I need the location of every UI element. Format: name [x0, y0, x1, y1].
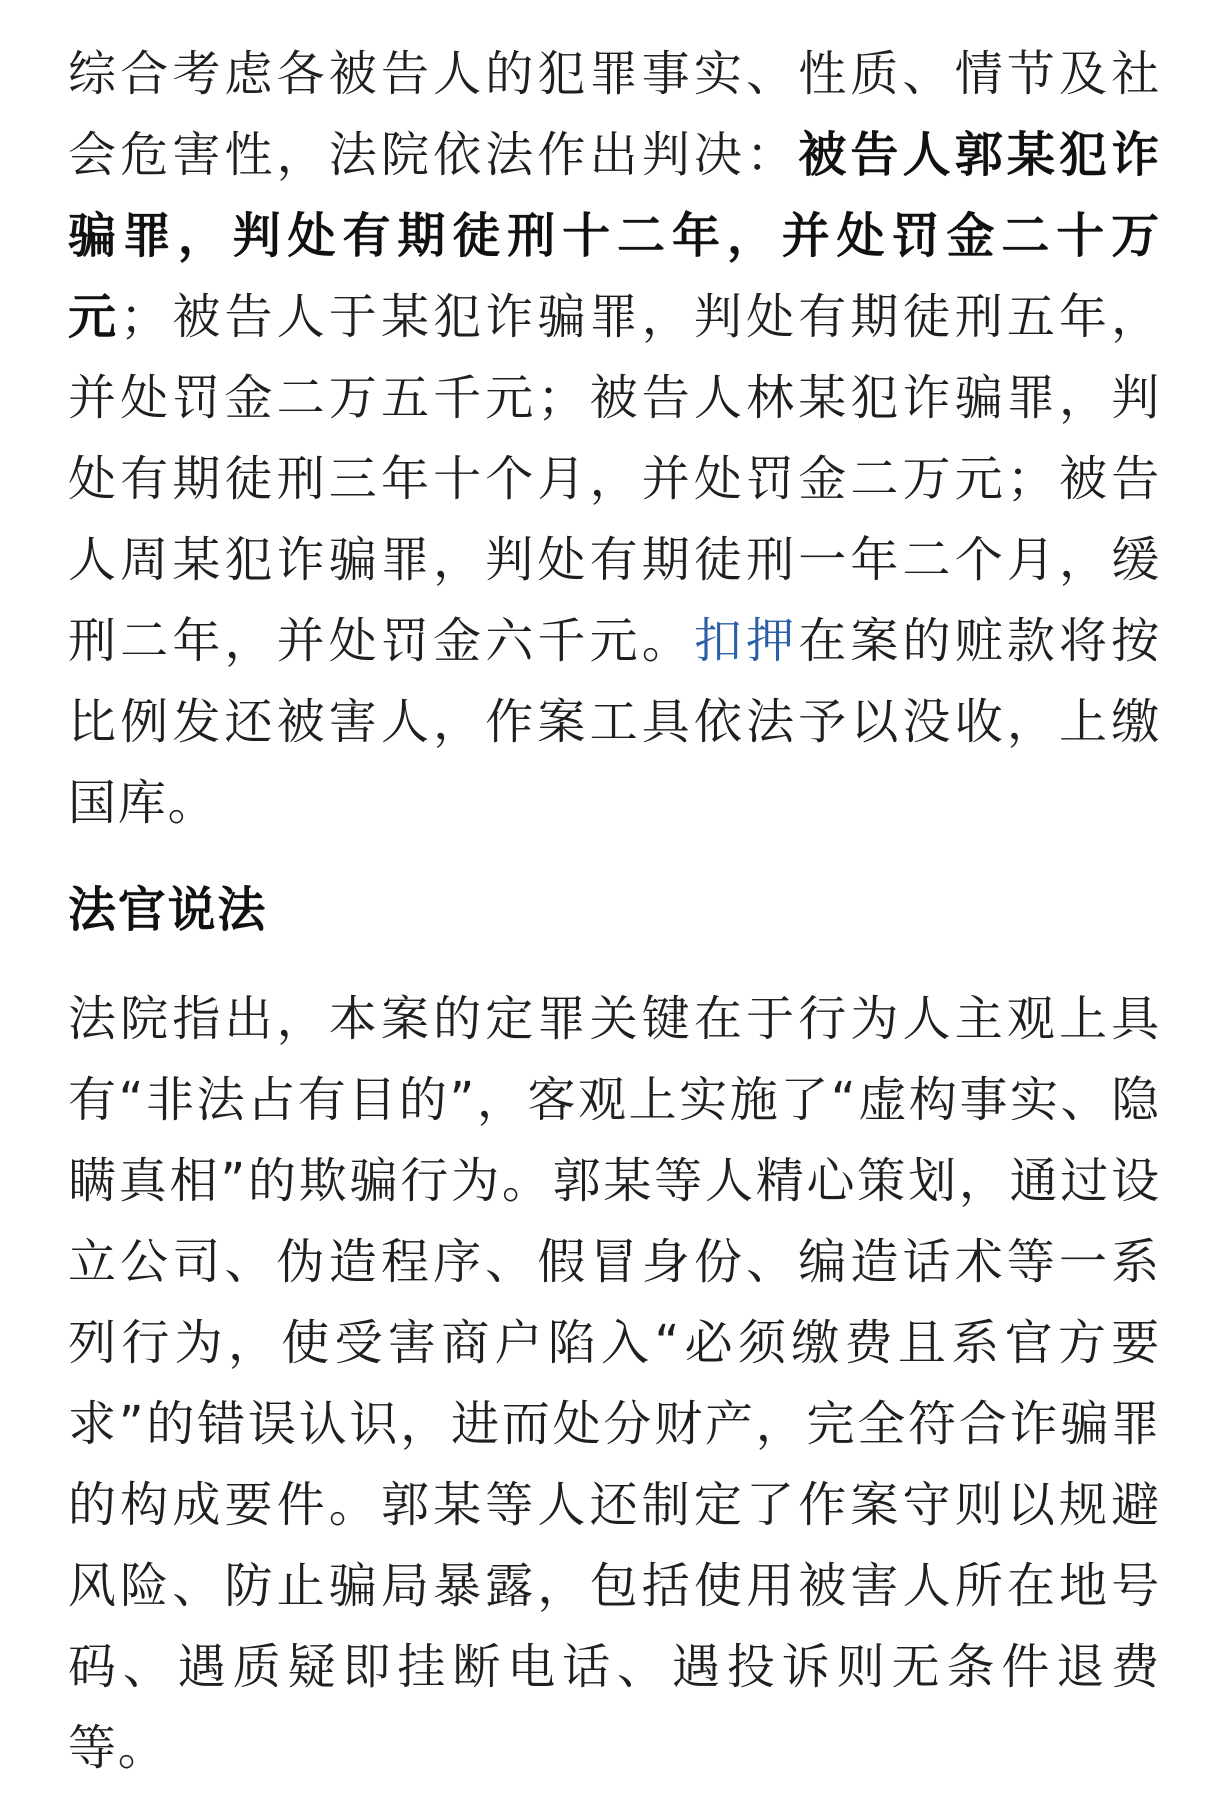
judgment-closing-text: 在案的赃款将按比例发还被害人，作案工具依法予以没收，上缴国库。: [68, 613, 1161, 831]
judgment-paragraph: [68, 34, 1161, 844]
section-title: 法官说法: [68, 882, 268, 938]
judgment-sentences-text: ；被告人于某犯诈骗罪，判处有期徒刑五年，并处罚金二万五千元；被告人林某犯诈骗罪，判处有期徒刑三年十个月，并处罚金二万元；被告人周某犯诈骗罪，判处有期徒刑一年二个月，缓刑二年，并处罚金六千元。: [68, 289, 1161, 669]
judgment-intro-text: 综合考虑各被告人的犯罪事实、性质、情节及社会危害性，法院依法作出判决：: [68, 46, 1161, 183]
judge-commentary-paragraph: 法院指出，本案的定罪关键在于行为人主观上具有“非法占有目的”，客观上实施了“虚构事实、隐瞒真相”的欺骗行为。郭某等人精心策划，通过设立公司、伪造程序、假冒身份、编造话术等一系列行为，使受害商户陷入“必须缴费且系官方要求”的错误认识，进而处分财产，完全符合诈骗罪的构成要件。郭某等人还制定了作案守则以规避风险、防止骗局暴露，包括使用被害人所在地号码、遇质疑即挂断电话、遇投诉则无条件退费等。: [68, 991, 1161, 1776]
judgment-bold-text: 被告人郭某犯诈骗罪，判处有期徒刑十二年，并处罚金二十万元: [68, 127, 1161, 345]
seizure-link[interactable]: 扣押: [693, 613, 799, 669]
